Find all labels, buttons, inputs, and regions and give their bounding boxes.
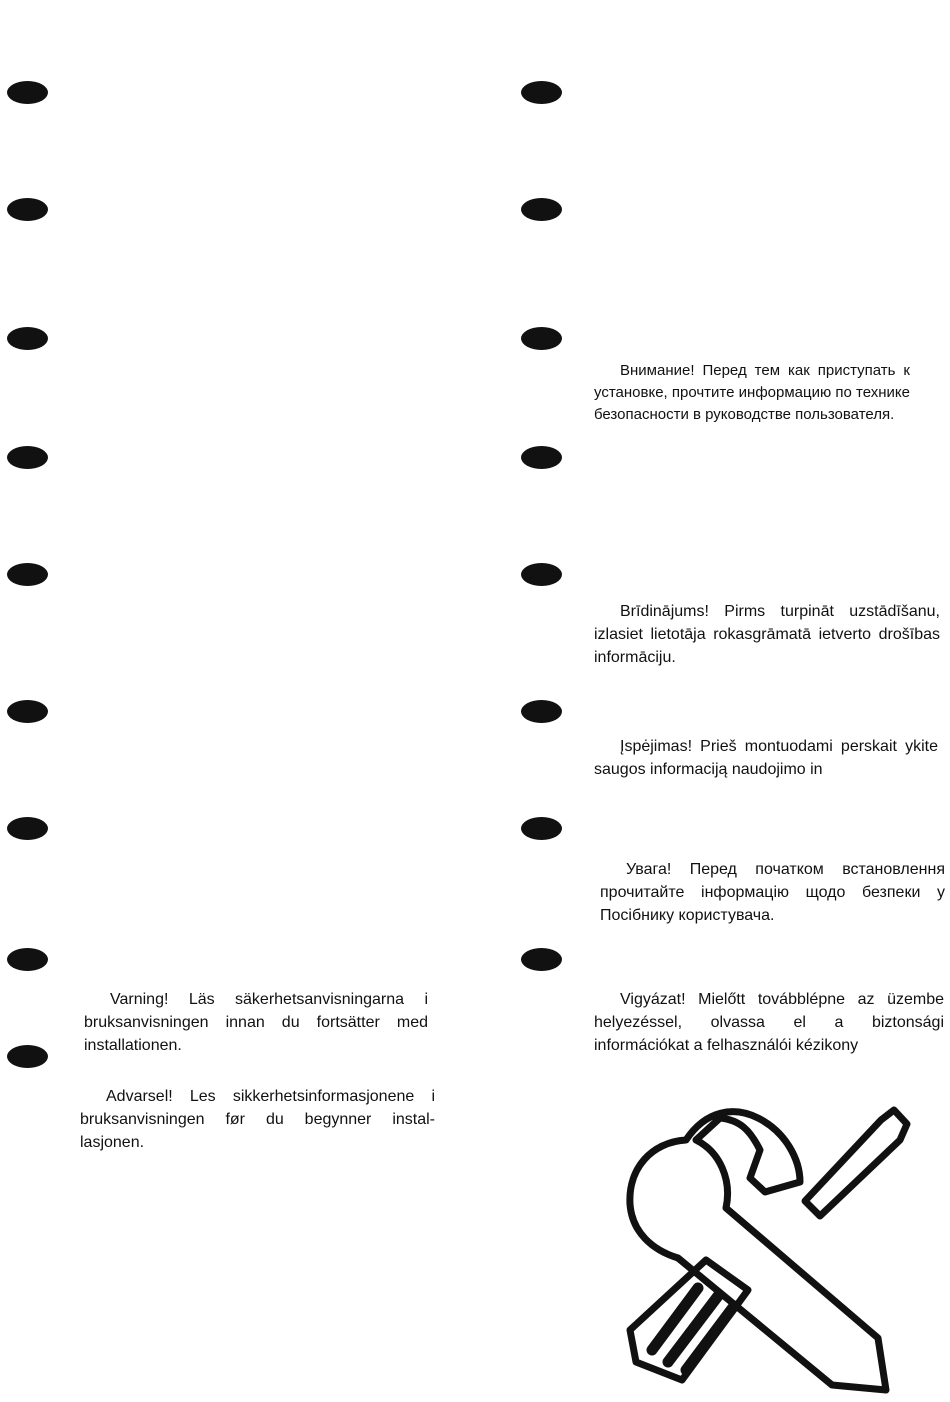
warning-text-lithuanian: Įspėjimas! Prieš montuodami perskait ykite saugos informaciją naudojimo in [594,738,938,778]
language-badge [521,563,562,586]
language-badge [7,198,48,221]
warning-text-ukrainian: Увага! Перед початком встановлення прочитайте інформацію щодо безпеки у Посібнику користувача. [600,861,945,924]
language-badge [521,948,562,971]
language-badge [7,1045,48,1068]
warning-text-hungarian: Vigyázat! Mielőtt továbblépne az üzembe helyezéssel, olvassa el a biztonsági információkat a felhasználói kézikony [594,991,944,1054]
language-badge [521,198,562,221]
language-badge [7,700,48,723]
language-badge [7,563,48,586]
language-badge [521,446,562,469]
language-badge [7,446,48,469]
warning-text-swedish: Varning! Läs säkerhetsanvisningarna i bruksanvisningen innan du fortsätter med installationen. [84,991,428,1054]
language-badge [7,81,48,104]
warning-text-russian: Внимание! Перед тем как приступать к установке, прочтите информацию по технике безопасности в руководстве пользователя. [594,362,910,423]
language-badge [7,948,48,971]
warning-text-norwegian: Advarsel! Les sikkerhetsinformasjonene i bruksanvisningen før du begynner instal- lasjonen. [80,1088,435,1151]
language-badge [7,327,48,350]
wrench-screwdriver-icon [600,1100,940,1395]
language-badge [521,700,562,723]
language-badge [521,327,562,350]
language-badge [521,81,562,104]
language-badge [7,817,48,840]
language-badge [521,817,562,840]
warning-text-latvian: Brīdinājums! Pirms turpināt uzstādīšanu, izlasiet lietotāja rokasgrāmatā ietverto drošības informāciju. [594,603,940,666]
